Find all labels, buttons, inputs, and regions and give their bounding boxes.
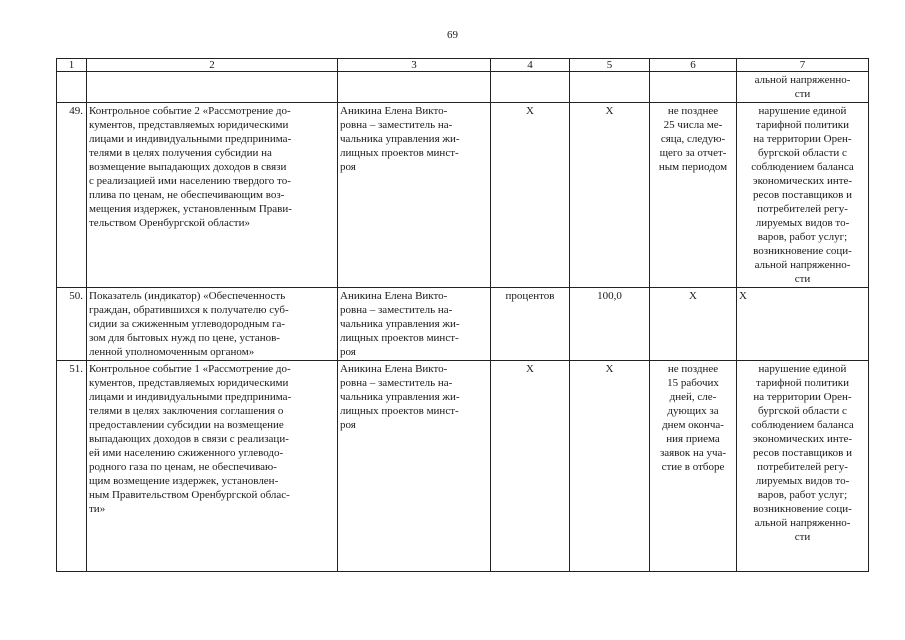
table-row [57, 288, 869, 361]
table-row [57, 72, 869, 103]
table-row [57, 361, 869, 572]
value-cell: X [570, 361, 650, 572]
page-number: 69 [447, 29, 458, 41]
value-cell: 100,0 [570, 288, 650, 361]
unit-cell: X [491, 361, 570, 572]
event-cell: Показатель (индикатор) «Обеспеченность граждан, обратившихся к получателю суб- сидии за сжиженным углеводородным га- зом для бытовых нужд по цене, установ- ленной уполномоченным органом» [87, 288, 338, 361]
responsible-cell: Аникина Елена Викто- ровна – заместитель на- чальника управления жи- лищных проектов минст- роя [338, 288, 491, 361]
row-number: 51. [57, 361, 87, 572]
header-row [57, 59, 869, 72]
deadline-cell: X [650, 288, 737, 361]
value-cell [570, 72, 650, 103]
header-cell: 1 [57, 59, 87, 72]
header-cell: 5 [570, 59, 650, 72]
header-cell: 6 [650, 59, 737, 72]
deadline-cell: не позднее 25 числа ме- сяца, следую- щего за отчет- ным периодом [650, 103, 737, 288]
header-cell: 2 [87, 59, 338, 72]
header-cell: 7 [737, 59, 869, 72]
deadline-cell: не позднее 15 рабочих дней, сле- дующих за днем оконча- ния приема заявок на уча- стие в отборе [650, 361, 737, 572]
event-cell: Контрольное событие 2 «Рассмотрение до- кументов, представляемых юридическими лицами и индивидуальными предпринима- телями в целях получения субсидии на возмещение выпадающих доходов в связи с реализацией ими населению твердого то- плива по ценам, не обеспечивающим воз- мещения издержек, установленным Прави- тельством Оренбургской области» [87, 103, 338, 288]
responsible-cell [338, 72, 491, 103]
table-row [57, 103, 869, 288]
risk-cell: X [737, 288, 869, 361]
risk-cell: нарушение единой тарифной политики на территории Орен- бургской области с соблюдением баланса экономических инте- ресов поставщиков и потребителей регу- лируемых видов то- варов, работ услуг; возникновение соци- альной напряженно- сти [737, 361, 869, 572]
plan-table [56, 58, 869, 572]
event-cell: Контрольное событие 1 «Рассмотрение до- кументов, представляемых юридическими лицами и индивидуальными предпринима- телями в целях заключения соглашения о предоставлении субсидии на возмещение выпадающих доходов в связи с реализаци- ей ими населению сжиженного углеводо- родного газа по ценам, не обеспечиваю- щим возмещение издержек, установлен- ным Правительством Оренбургской облас- ти» [87, 361, 338, 572]
unit-cell [491, 72, 570, 103]
unit-cell: процентов [491, 288, 570, 361]
unit-cell: X [491, 103, 570, 288]
row-number [57, 72, 87, 103]
event-cell [87, 72, 338, 103]
deadline-cell [650, 72, 737, 103]
value-cell: X [570, 103, 650, 288]
responsible-cell: Аникина Елена Викто- ровна – заместитель на- чальника управления жи- лищных проектов минст- роя [338, 103, 491, 288]
row-number: 49. [57, 103, 87, 288]
responsible-cell: Аникина Елена Викто- ровна – заместитель на- чальника управления жи- лищных проектов минст- роя [338, 361, 491, 572]
header-cell: 4 [491, 59, 570, 72]
row-number: 50. [57, 288, 87, 361]
risk-cell: нарушение единой тарифной политики на территории Орен- бургской области с соблюдением баланса экономических инте- ресов поставщиков и потребителей регу- лируемых видов то- варов, работ услуг; возникновение соци- альной напряженно- сти [737, 103, 869, 288]
risk-cell: альной напряженно- сти [737, 72, 869, 103]
header-cell: 3 [338, 59, 491, 72]
